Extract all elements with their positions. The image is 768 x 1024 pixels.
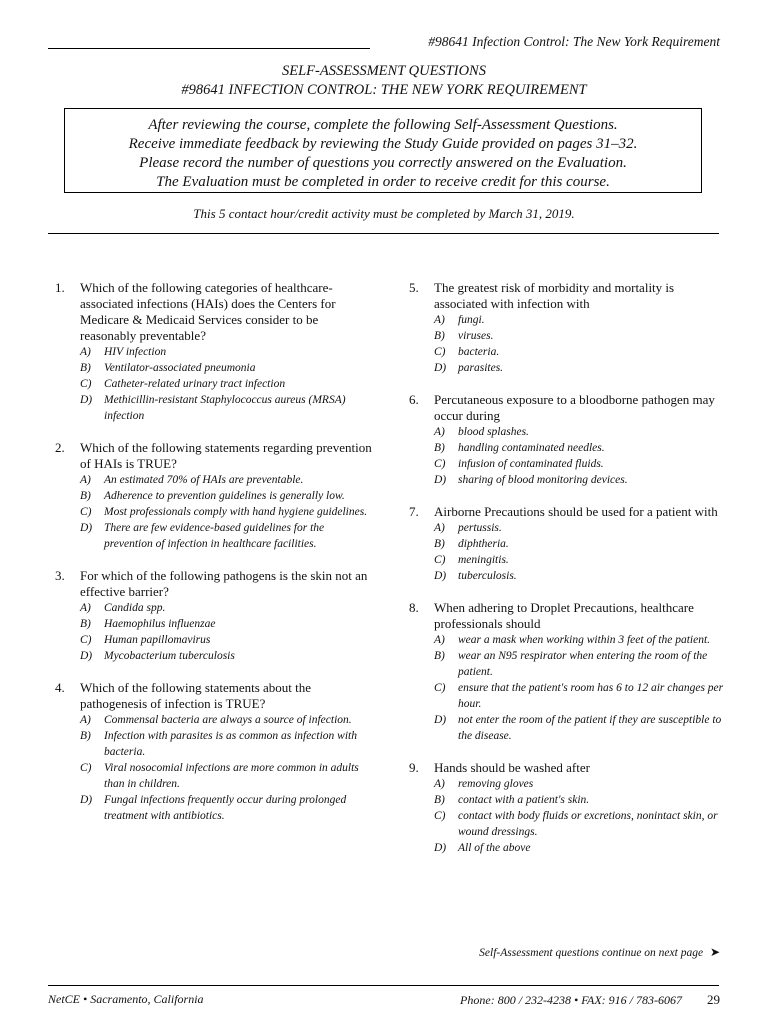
option-text: Mycobacterium tuberculosis	[104, 650, 235, 662]
question-number: 6.	[409, 392, 419, 407]
question-number: 5.	[409, 280, 419, 295]
option-text: wear a mask when working within 3 feet of the patient.	[458, 634, 711, 646]
option-letter: A)	[434, 314, 445, 326]
option-letter: D)	[434, 474, 447, 486]
question-number: 3.	[55, 568, 65, 583]
question-item	[409, 280, 729, 376]
instruction-line: After reviewing the course, complete the following Self-Assessment Questions.	[148, 117, 618, 133]
option-text: Haemophilus influenzae	[104, 618, 216, 630]
option-text: parasites.	[458, 362, 504, 374]
option-text: Candida spp.	[104, 602, 166, 614]
option-letter: C)	[80, 762, 92, 774]
continue-text: Self-Assessment questions continue on next page	[479, 947, 704, 959]
option-text: Adherence to prevention guidelines is generally low.	[104, 490, 345, 502]
option-text: All of the above	[458, 842, 531, 854]
question-item	[55, 568, 375, 664]
deadline-note: This 5 contact hour/credit activity must be completed by March 31, 2019.	[193, 206, 575, 221]
question-text: When adhering to Droplet Precautions, healthcare professionals should	[434, 600, 694, 631]
option-text: Infection with parasites is as common as infection with bacteria.	[104, 730, 357, 758]
option-letter: B)	[434, 650, 445, 662]
title-line-1: SELF-ASSESSMENT QUESTIONS	[282, 63, 486, 79]
option-text: contact with a patient's skin.	[458, 794, 590, 806]
question-stem	[409, 280, 729, 312]
option-text: tuberculosis.	[458, 570, 517, 582]
option-text: HIV infection	[104, 346, 167, 358]
answer-option	[409, 792, 729, 808]
option-letter: A)	[434, 778, 445, 790]
option-letter: C)	[80, 634, 92, 646]
option-letter: B)	[80, 490, 91, 502]
option-letter: B)	[80, 362, 91, 374]
footer-contact-block	[460, 992, 720, 1008]
answer-option	[409, 440, 729, 456]
question-stem	[55, 680, 375, 712]
question-text: The greatest risk of morbidity and mortality is associated with infection with	[434, 280, 675, 311]
option-letter: A)	[80, 714, 91, 726]
page-title	[0, 62, 768, 100]
answer-option	[55, 728, 375, 760]
option-text: There are few evidence-based guidelines for the prevention of infection in healthcare facilities.	[104, 522, 325, 550]
answer-option	[409, 520, 729, 536]
footer-contact: Phone: 800 / 232-4238 • FAX: 916 / 783-6067	[460, 993, 682, 1007]
answer-option	[409, 712, 729, 744]
instruction-line: Receive immediate feedback by reviewing the Study Guide provided on pages 31–32.	[128, 136, 638, 152]
option-text: blood splashes.	[458, 426, 529, 438]
question-text: For which of the following pathogens is the skin not an effective barrier?	[80, 568, 368, 599]
option-letter: D)	[80, 794, 93, 806]
answer-option	[409, 344, 729, 360]
option-text: meningitis.	[458, 554, 509, 566]
option-text: pertussis.	[458, 522, 502, 534]
question-number: 7.	[409, 504, 419, 519]
question-number: 2.	[55, 440, 65, 455]
option-letter: D)	[80, 394, 93, 406]
title-line-2: #98641 INFECTION CONTROL: THE NEW YORK REQUIREMENT	[181, 82, 587, 98]
page-number: 29	[707, 992, 720, 1007]
option-letter: B)	[80, 730, 91, 742]
header-rule	[48, 48, 370, 49]
option-text: infusion of contaminated fluids.	[458, 458, 604, 470]
option-text: Methicillin-resistant Staphylococcus aureus (MRSA) infection	[104, 394, 346, 422]
answer-option	[409, 568, 729, 584]
option-letter: A)	[434, 426, 445, 438]
instructions-box	[64, 108, 702, 193]
question-item	[409, 392, 729, 488]
answer-option	[55, 520, 375, 552]
option-letter: D)	[434, 362, 447, 374]
answer-option	[409, 328, 729, 344]
answer-option	[55, 376, 375, 392]
option-text: Fungal infections frequently occur during prolonged treatment with antibiotics.	[104, 794, 347, 822]
option-letter: A)	[434, 522, 445, 534]
option-text: Most professionals comply with hand hygiene guidelines.	[104, 506, 368, 518]
answer-option	[55, 648, 375, 664]
answer-option	[55, 488, 375, 504]
option-text: diphtheria.	[458, 538, 509, 550]
answer-option	[409, 776, 729, 792]
option-letter: A)	[80, 474, 91, 486]
question-number: 8.	[409, 600, 419, 615]
question-text: Percutaneous exposure to a bloodborne pathogen may occur during	[434, 392, 715, 423]
answer-option	[55, 616, 375, 632]
question-stem	[409, 600, 729, 632]
answer-option	[55, 360, 375, 376]
arrow-right-icon: ➤	[709, 945, 720, 959]
option-text: Human papillomavirus	[104, 634, 211, 646]
option-letter: D)	[80, 522, 93, 534]
running-head: #98641 Infection Control: The New York Requirement	[428, 34, 720, 49]
answer-option	[409, 552, 729, 568]
footer-publisher: NetCE • Sacramento, California	[48, 992, 204, 1006]
option-letter: B)	[434, 330, 445, 342]
option-text: Viral nosocomial infections are more common in adults than in children.	[104, 762, 359, 790]
answer-option	[55, 600, 375, 616]
question-stem	[55, 568, 375, 600]
question-text: Hands should be washed after	[434, 760, 590, 775]
question-item	[55, 680, 375, 824]
question-item	[55, 280, 375, 424]
answer-option	[55, 392, 375, 424]
option-letter: C)	[80, 506, 92, 518]
option-letter: B)	[434, 442, 445, 454]
question-item	[409, 504, 729, 584]
section-divider	[48, 233, 719, 234]
option-letter: D)	[434, 842, 447, 854]
question-item	[55, 440, 375, 552]
questions-column-left	[55, 280, 375, 840]
instruction-line: Please record the number of questions you correctly answered on the Evaluation.	[139, 155, 627, 171]
question-item	[409, 760, 729, 856]
option-text: Commensal bacteria are always a source of infection.	[104, 714, 352, 726]
option-text: An estimated 70% of HAIs are preventable.	[104, 474, 304, 486]
option-letter: B)	[434, 794, 445, 806]
option-text: wear an N95 respirator when entering the room of the patient.	[458, 650, 708, 678]
answer-option	[409, 680, 729, 712]
answer-option	[409, 312, 729, 328]
answer-option	[409, 456, 729, 472]
option-letter: C)	[434, 554, 446, 566]
answer-option	[55, 712, 375, 728]
answer-option	[55, 792, 375, 824]
option-text: fungi.	[458, 314, 485, 326]
answer-option	[55, 472, 375, 488]
question-stem	[409, 760, 729, 776]
question-number: 1.	[55, 280, 65, 295]
option-letter: C)	[434, 346, 446, 358]
answer-option	[55, 632, 375, 648]
answer-option	[55, 760, 375, 792]
answer-option	[409, 536, 729, 552]
question-stem	[55, 440, 375, 472]
option-text: bacteria.	[458, 346, 500, 358]
option-letter: A)	[434, 634, 445, 646]
question-item	[409, 600, 729, 744]
option-letter: B)	[80, 618, 91, 630]
option-text: sharing of blood monitoring devices.	[458, 474, 628, 486]
option-text: not enter the room of the patient if they are susceptible to the disease.	[458, 714, 722, 742]
option-text: removing gloves	[458, 778, 534, 790]
option-text: Ventilator-associated pneumonia	[104, 362, 256, 374]
option-text: viruses.	[458, 330, 494, 342]
footer-rule	[48, 985, 719, 986]
option-letter: C)	[80, 378, 92, 390]
option-text: handling contaminated needles.	[458, 442, 605, 454]
answer-option	[55, 504, 375, 520]
question-stem	[55, 280, 375, 344]
instruction-line: The Evaluation must be completed in order to receive credit for this course.	[156, 174, 610, 190]
answer-option	[409, 840, 729, 856]
question-text: Which of the following statements about the pathogenesis of infection is TRUE?	[80, 680, 312, 711]
answer-option	[409, 632, 729, 648]
answer-option	[409, 472, 729, 488]
option-letter: D)	[80, 650, 93, 662]
question-number: 9.	[409, 760, 419, 775]
option-text: ensure that the patient's room has 6 to 12 air changes per hour.	[458, 682, 724, 710]
question-text: Which of the following categories of healthcare-associated infections (HAIs) does the Centers for Medicare & Medicaid Services consider to be reasonably preventable?	[80, 280, 336, 343]
option-letter: C)	[434, 682, 446, 694]
question-text: Which of the following statements regarding prevention of HAIs is TRUE?	[80, 440, 372, 471]
answer-option	[55, 344, 375, 360]
question-stem	[409, 504, 729, 520]
question-text: Airborne Precautions should be used for a patient with	[434, 504, 718, 519]
question-stem	[409, 392, 729, 424]
option-letter: A)	[80, 602, 91, 614]
answer-option	[409, 648, 729, 680]
continue-note	[479, 945, 720, 960]
option-letter: C)	[434, 810, 446, 822]
answer-option	[409, 808, 729, 840]
answer-option	[409, 424, 729, 440]
option-letter: C)	[434, 458, 446, 470]
option-letter: B)	[434, 538, 445, 550]
option-text: Catheter-related urinary tract infection	[104, 378, 286, 390]
questions-column-right	[409, 280, 729, 872]
answer-option	[409, 360, 729, 376]
option-letter: A)	[80, 346, 91, 358]
question-number: 4.	[55, 680, 65, 695]
option-letter: D)	[434, 714, 447, 726]
option-letter: D)	[434, 570, 447, 582]
option-text: contact with body fluids or excretions, nonintact skin, or wound dressings.	[458, 810, 718, 838]
